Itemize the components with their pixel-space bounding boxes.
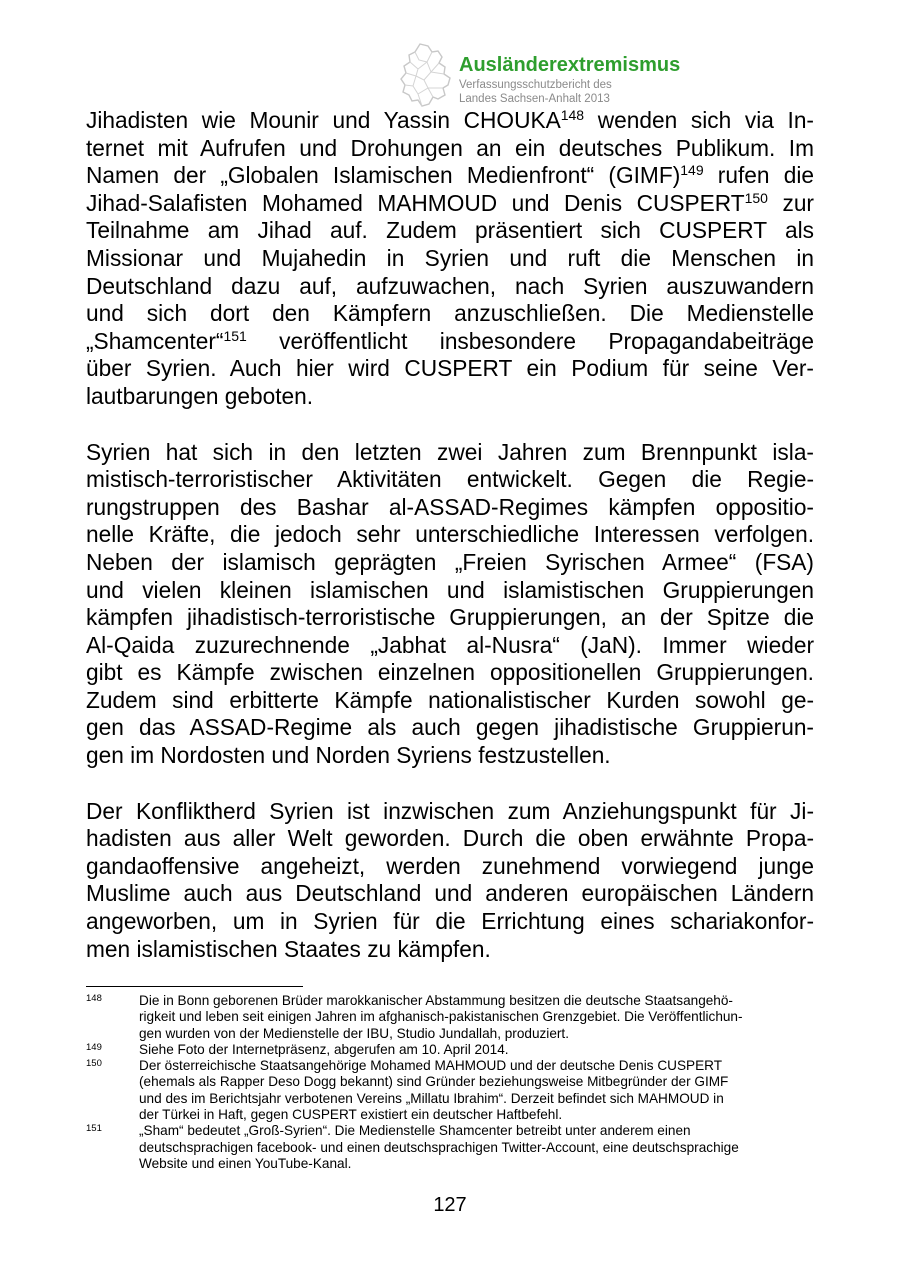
report-subtitle-line-1: Verfassungsschutzbericht des	[459, 79, 612, 91]
text-segment: veröffentlicht insbesondere Propagandabeiträge	[246, 327, 814, 354]
text-line	[86, 328, 814, 356]
text-line: Teilnahme am Jihad auf. Zudem präsentiert sich CUSPERT als	[86, 217, 814, 244]
footnote-ref-150[interactable]: 150	[744, 189, 768, 206]
text-line: Der Konfliktherd Syrien ist inzwischen zum Anziehungspunkt für Ji-	[86, 797, 814, 824]
text-line: Syrien hat sich in den letzten zwei Jahren zum Brennpunkt isla-	[86, 438, 814, 465]
text-line: gen das ASSAD-Regime als auch gegen jihadistische Gruppierun-	[86, 714, 814, 741]
text-line: nelle Kräfte, die jedoch sehr unterschiedliche Interessen verfolgen.	[86, 521, 814, 548]
text-line	[86, 107, 814, 135]
text-line: Deutschland dazu auf, aufzuwachen, nach Syrien auszuwandern	[86, 272, 814, 299]
footnote-text-line: Website und einen YouTube-Kanal.	[139, 1155, 352, 1171]
sachsen-anhalt-map-outline-icon	[398, 42, 454, 108]
footnote-text-line: der Türkei in Haft, gegen CUSPERT existiert ein deutscher Haftbefehl.	[139, 1107, 563, 1123]
text-line	[86, 190, 814, 218]
footnote-148	[86, 993, 814, 1042]
text-line: lautbarungen geboten.	[86, 382, 314, 409]
report-subtitle-line-2: Landes Sachsen-Anhalt 2013	[459, 92, 610, 105]
footnote-ref-148[interactable]: 148	[560, 107, 585, 123]
text-segment: wenden sich via In-	[584, 107, 814, 133]
text-segment: Jihad-Salafisten Mohamed MAHMOUD und Denis CUSPERT	[86, 189, 745, 216]
text-line: Neben der islamisch geprägten „Freien Syrischen Armee“ (FSA)	[86, 548, 814, 575]
footnote-number: 149	[86, 1041, 102, 1053]
text-segment: Jihadisten wie Mounir und Yassin CHOUKA	[86, 107, 561, 133]
text-segment: rufen die	[703, 162, 814, 189]
footnote-ref-151[interactable]: 151	[223, 327, 247, 344]
text-line: angeworben, um in Syrien für die Errichtung eines schariakonfor-	[86, 908, 814, 935]
text-line: gibt es Kämpfe zwischen einzelnen oppositionellen Gruppierungen.	[86, 659, 814, 686]
footnote-number: 151	[86, 1123, 102, 1135]
footnote-separator	[86, 986, 303, 987]
text-line: Al-Qaida zuzurechnende „Jabhat al-Nusra“ (JaN). Immer wieder	[86, 631, 814, 658]
footnote-text-line: (ehemals als Rapper Deso Dogg bekannt) sind Gründer beziehungsweise Mitbegründer der GIMF	[139, 1074, 729, 1090]
text-line: und sich dort den Kämpfern anzuschließen. Die Medienstelle	[86, 300, 814, 327]
paragraph-3	[86, 798, 814, 964]
text-line: Missionar und Mujahedin in Syrien und ruft die Menschen in	[86, 244, 814, 271]
text-line: mistisch-terroristischer Aktivitäten entwickelt. Gegen die Regie-	[86, 466, 814, 493]
footnote-text-line: „Sham“ bedeutet „Groß-Syrien“. Die Medienstelle Shamcenter betreibt unter anderem einen	[139, 1123, 691, 1139]
text-line	[86, 162, 814, 190]
footnote-150	[86, 1058, 814, 1123]
text-segment: zur	[767, 189, 814, 216]
main-text	[86, 107, 814, 963]
footnote-text-line: gen wurden von der Medienstelle der IBU, Studio Jundallah, produziert.	[139, 1025, 569, 1041]
footnote-text-line: Siehe Foto der Internetpräsenz, abgerufen am 10. April 2014.	[139, 1041, 509, 1057]
text-line: hadisten aus aller Welt geworden. Durch die oben erwähnte Propa-	[86, 825, 814, 852]
page-number: 127	[433, 1194, 467, 1216]
footnote-number: 150	[86, 1058, 102, 1070]
footnote-text-line: deutschsprachigen facebook- und einen deutschsprachigen Twitter-Account, eine deutschsprachige	[139, 1139, 739, 1155]
footnote-149	[86, 1042, 814, 1058]
footnote-151	[86, 1123, 814, 1172]
text-line: rungstruppen des Bashar al-ASSAD-Regimes kämpfen oppositio-	[86, 493, 814, 520]
text-line: Zudem sind erbitterte Kämpfe nationalistischer Kurden sowohl ge-	[86, 686, 814, 713]
footnote-text-line: und des im Berichtsjahr verbotenen Vereins „Millatu Ibrahim“. Derzeit befindet sich MAHMOUD in	[139, 1090, 724, 1106]
text-line: kämpfen jihadistisch-terroristische Gruppierungen, an der Spitze die	[86, 604, 814, 631]
text-line: gen im Nordosten und Norden Syriens festzustellen.	[86, 742, 611, 769]
footnotes	[86, 993, 814, 1172]
text-line: Muslime auch aus Deutschland und anderen europäischen Ländern	[86, 880, 814, 907]
report-subtitle	[459, 79, 612, 106]
text-line: gandaoffensive angeheizt, werden zunehmend vorwiegend junge	[86, 852, 814, 879]
paragraph-2	[86, 439, 814, 770]
footnote-number: 148	[86, 993, 102, 1004]
text-line: und vielen kleinen islamischen und islamistischen Gruppierungen	[86, 576, 814, 603]
text-line: über Syrien. Auch hier wird CUSPERT ein Podium für seine Ver-	[86, 355, 814, 382]
footnote-text-line: rigkeit und leben seit einigen Jahren im afghanisch-pakistanischen Grenzgebiet. Die Veröffentlichun-	[139, 1009, 743, 1025]
paragraph-1	[86, 107, 814, 411]
page-header	[398, 42, 818, 108]
footnote-text-line: Die in Bonn geborenen Brüder marokkanischer Abstammung besitzen die deutsche Staatsangehö-	[139, 993, 733, 1008]
footnote-ref-149[interactable]: 149	[680, 162, 704, 179]
section-title: Ausländerextremismus	[459, 54, 681, 76]
footnote-text-line: Der österreichische Staatsangehörige Mohamed MAHMOUD und der deutsche Denis CUSPERT	[139, 1058, 723, 1074]
text-line: ternet mit Aufrufen und Drohungen an ein deutsches Publikum. Im	[86, 134, 814, 161]
text-line: men islamistischen Staates zu kämpfen.	[86, 935, 491, 962]
text-segment: „Shamcenter“	[86, 327, 224, 354]
text-segment: Namen der „Globalen Islamischen Medienfront“ (GIMF)	[86, 162, 681, 189]
